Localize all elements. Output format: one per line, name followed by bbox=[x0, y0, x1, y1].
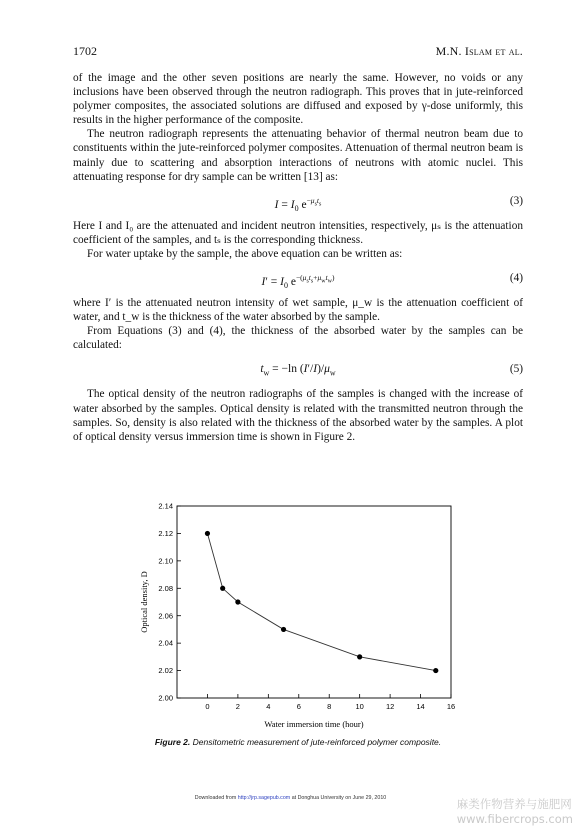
y-tick-label: 2.06 bbox=[158, 611, 173, 621]
y-tick-label: 2.14 bbox=[158, 501, 173, 511]
x-tick-label: 10 bbox=[355, 702, 364, 711]
y-axis-label: Optical density, D bbox=[139, 571, 149, 633]
x-tick-label: 2 bbox=[235, 702, 240, 711]
x-tick-label: 4 bbox=[266, 702, 271, 711]
y-tick-label: 2.04 bbox=[158, 638, 173, 648]
equation-number: (4) bbox=[509, 272, 523, 285]
y-tick-label: 2.08 bbox=[158, 583, 173, 593]
equation-number: (3) bbox=[509, 194, 523, 207]
figure-caption-text: Densitometric measurement of jute-reinforced polymer composite. bbox=[192, 737, 442, 747]
footer-prefix: Downloaded from bbox=[194, 795, 237, 801]
equation-number: (5) bbox=[509, 363, 523, 376]
y-tick-label: 2.00 bbox=[158, 693, 173, 703]
data-point bbox=[433, 668, 438, 673]
paragraph: where I′ is the attenuated neutron intensity of wet sample, μ_w is the attenuation coefficient of water, and t_w is the thickness of the water absorbed by the sample. bbox=[73, 297, 523, 324]
article-body bbox=[73, 71, 523, 444]
equation-formula: $I = I_0$ $e^{-\mu_st_s}$ bbox=[274, 195, 322, 213]
y-tick-label: 2.02 bbox=[158, 666, 173, 676]
figure-2-chart bbox=[135, 496, 460, 731]
x-tick-label: 12 bbox=[385, 702, 395, 711]
watermark-line-1: 麻类作物营养与施肥网 bbox=[456, 797, 572, 811]
watermark-line-2: www.fibercrops.com bbox=[456, 812, 573, 826]
x-axis-label: Water immersion time (hour) bbox=[264, 719, 364, 729]
watermark bbox=[457, 797, 573, 827]
paragraph: From Equations (3) and (4), the thickness of the absorbed water by the samples can be calculated: bbox=[73, 325, 523, 352]
x-tick-label: 0 bbox=[205, 702, 210, 711]
paragraph: The neutron radiograph represents the attenuating behavior of thermal neutron beam due to constituents within the jute-reinforced polymer composites. Attenuation of thermal neutron beam is mainly due to scattering and absorption interactions of neutrons with atomic nuclei. This attenuating response for dry sample can be written [13] as: bbox=[73, 128, 523, 183]
x-tick-label: 8 bbox=[327, 702, 332, 711]
figure-caption bbox=[73, 737, 523, 747]
x-tick-label: 16 bbox=[446, 702, 456, 711]
running-authors: M.N. Islam et al. bbox=[435, 44, 523, 58]
data-point bbox=[281, 627, 286, 632]
data-point bbox=[235, 599, 240, 604]
equation-4 bbox=[73, 267, 523, 291]
x-tick-label: 6 bbox=[296, 702, 301, 711]
y-tick-label: 2.10 bbox=[158, 556, 173, 566]
x-tick-label: 14 bbox=[416, 702, 425, 711]
equation-5 bbox=[73, 358, 523, 382]
paragraph: of the image and the other seven positions are nearly the same. However, no voids or any inclusions have been observed through the neutron radiograph. This proves that in jute-reinforced polymer composites, the associated solutions are diffused and exposed by γ-dose uniformly, this results in the higher performance of the composite. bbox=[73, 72, 523, 127]
data-point bbox=[220, 586, 225, 591]
page-number: 1702 bbox=[73, 44, 97, 58]
series-line bbox=[207, 533, 435, 670]
data-point bbox=[357, 654, 362, 659]
plot-frame bbox=[177, 506, 451, 698]
equation-3 bbox=[73, 190, 523, 214]
equation-formula: $t_w = -\ln$ $(I'/I)/\mu_w$ bbox=[260, 363, 336, 378]
y-tick-label: 2.12 bbox=[158, 529, 173, 539]
equation-formula: $I' = I_0$ $e^{-(\mu_st_s+\mu_wt_w)}$ bbox=[261, 273, 335, 291]
footer-suffix: at Donghua University on June 29, 2010 bbox=[291, 795, 387, 801]
figure-label: Figure 2. bbox=[154, 737, 191, 747]
footer-url-link[interactable]: http://jrp.sagepub.com bbox=[237, 795, 291, 801]
data-point bbox=[205, 531, 210, 536]
paragraph: For water uptake by the sample, the above equation can be written as: bbox=[87, 247, 403, 260]
paragraph: The optical density of the neutron radiographs of the samples is changed with the increase of water absorbed by the samples. Optical density is related with the transmitted neutron through the samples. So, density is also related with the thickness of the absorbed water by the samples. A plot of optical density versus immersion time is shown in Figure 2. bbox=[73, 388, 523, 443]
paragraph: Here I and I₀ are the attenuated and incident neutron intensities, respectively, μₛ is the attenuation coefficient of the samples, and tₛ is the corresponding thickness. bbox=[73, 219, 523, 246]
